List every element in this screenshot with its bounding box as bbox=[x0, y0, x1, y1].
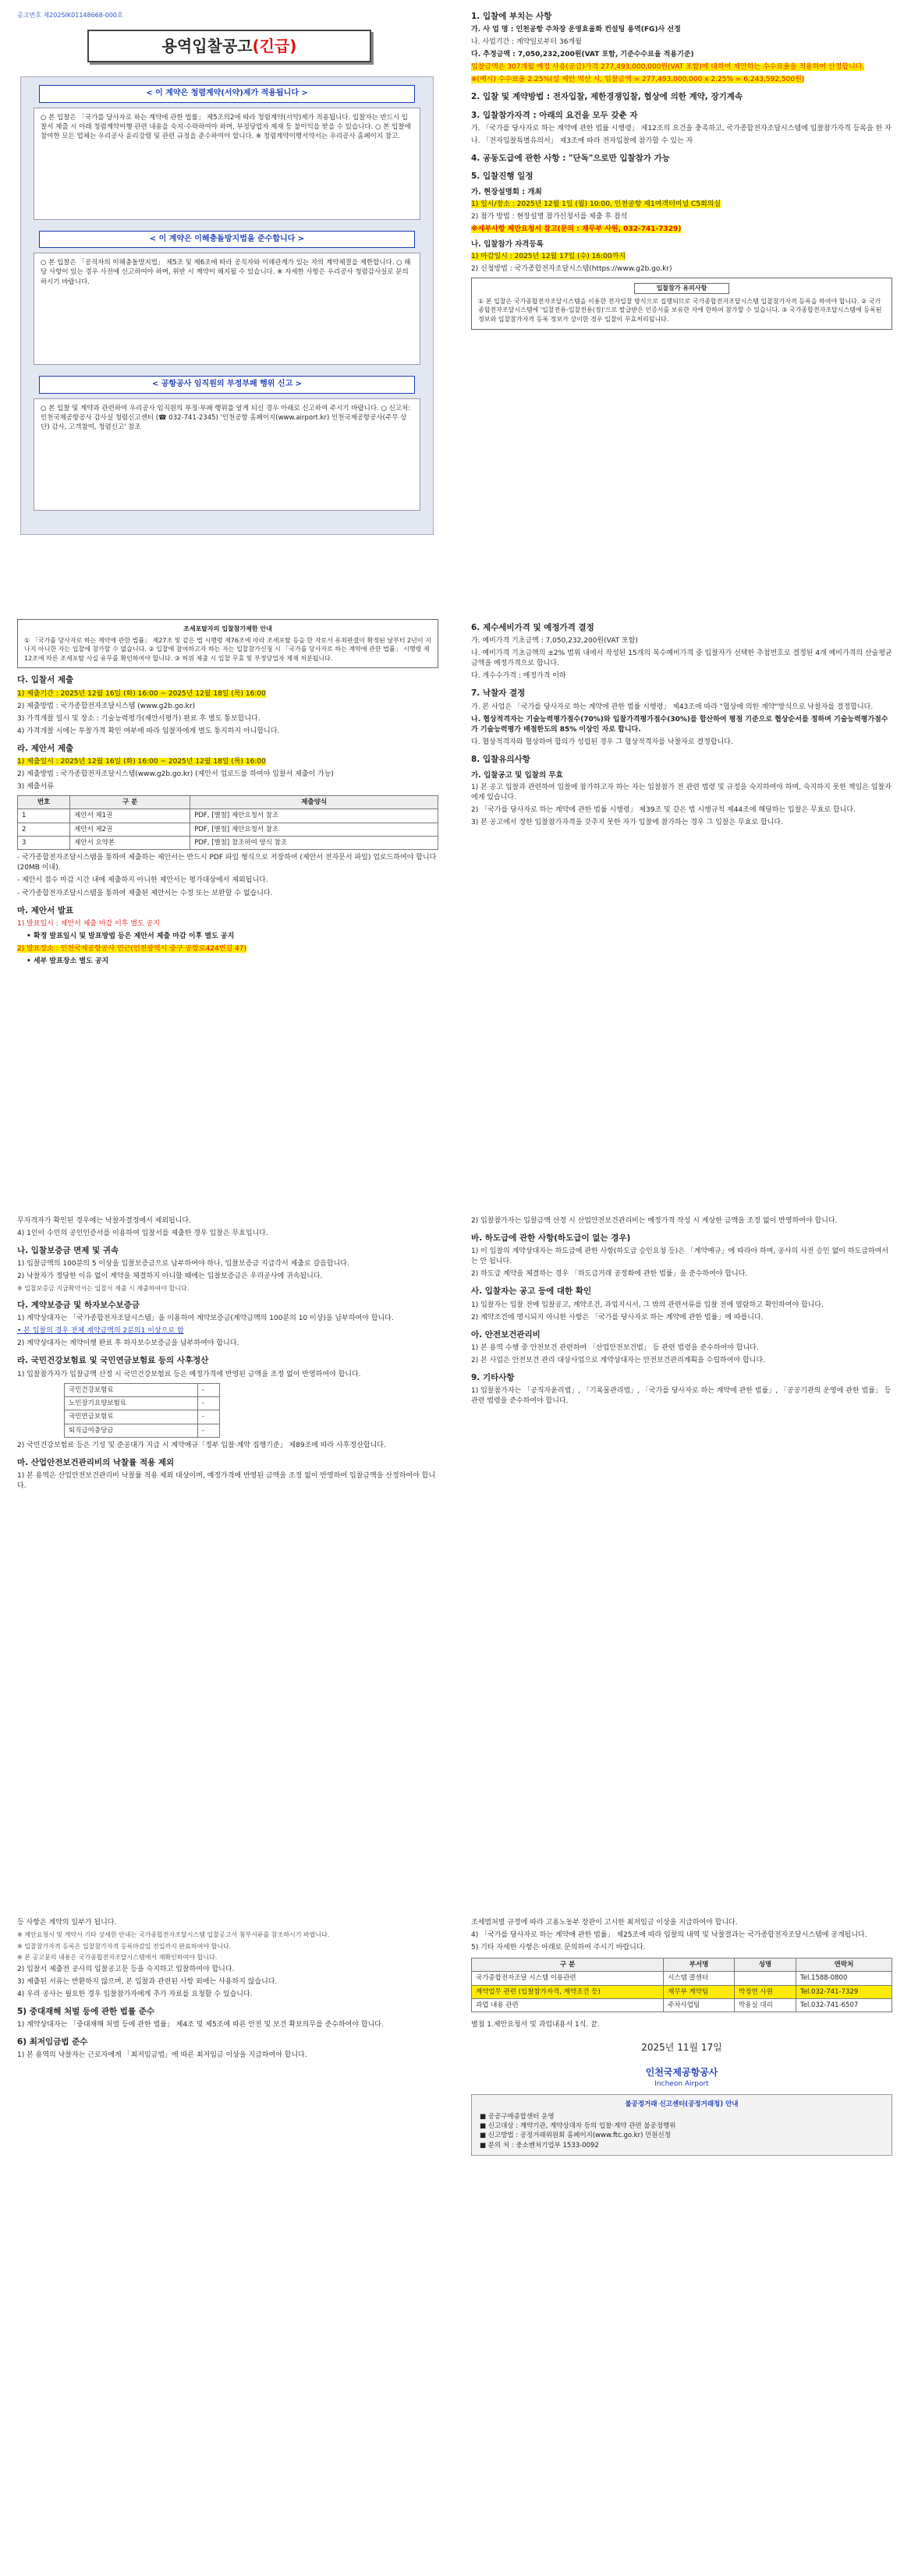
fee-notice: 입찰금액은 307개월 예정 사용(공급)가격 277,493,000,000원(VAT 포함)에 대하여 제안하는 수수료율을 적용하여 산정합니다. bbox=[471, 63, 865, 72]
table-row bbox=[65, 1410, 220, 1424]
paragraph: 2) 계약조건에 명시되지 아니한 사항은 「국가를 당사자로 하는 계약에 관한 법률」에 따릅니다. bbox=[471, 1313, 764, 1322]
section-4-heading: 4. 공동도급에 관한 사항 : "단독"으로만 입찰참가 가능 bbox=[471, 153, 670, 163]
left-column-p2 bbox=[17, 1216, 438, 1494]
contact-table bbox=[471, 1958, 892, 2012]
section-5-heading: 5. 입찰진행 일정 bbox=[471, 172, 533, 182]
table-cell: - bbox=[197, 1424, 219, 1437]
paragraph: ※ 제안요청서 및 계약서 기타 상세한 안내는 국가종합전자조달시스템 입찰공고서 첨부서류를 참조하시기 바랍니다. bbox=[17, 1931, 330, 1939]
registration-method: 2) 신청방법 : 국가종합전자조달시스템(https://www.g2b.go.kr) bbox=[471, 265, 672, 274]
estimated-amount: 다. 추정금액 : 7,050,232,200원(VAT 포함, 기준수수료율 적용기준) bbox=[471, 51, 694, 59]
presentation-heading: 마. 제안서 발표 bbox=[17, 905, 74, 915]
paragraph: ※ 본 공고문의 내용은 국가종합전자조달시스템에서 재확인하여야 합니다. bbox=[17, 1954, 218, 1962]
caution-item: 2) 「국가를 당사자로 하는 계약에 관한 법률 시행령」 제39조 및 같은 법 시행규칙 제44조에 해당하는 입찰은 무효로 합니다. bbox=[471, 805, 856, 814]
table-cell: 제안서 제2권 bbox=[70, 823, 190, 836]
report-heading: < 공항공사 임직원의 부정부패 행위 신고 > bbox=[39, 376, 415, 394]
table-cell: 퇴직급여충당금 bbox=[65, 1424, 198, 1437]
paragraph: 1) 계약상대자는 「중대재해 처벌 등에 관한 법률」 제4조 및 제5조에 따른 안전 및 보건 확보의무를 준수하여야 합니다. bbox=[17, 2021, 384, 2029]
proposal-note-3: - 국가종합전자조달시스템을 통하여 제출된 제안서는 수정 또는 보완할 수 없습니다. bbox=[17, 889, 273, 897]
briefing-contact: ※세부사항 제안요청서 참고(문의 : 재무부 사원, 032-741-7329) bbox=[471, 225, 682, 234]
integrity-body: ○ 본 입찰은 「국가를 당사자로 하는 계약에 관한 법률」 제5조의2에 따라 청렴계약(서약)제가 적용됩니다. 입찰자는 반드시 입찰서 제출 시 아래 청렴계약이행 관련 내용을 숙지·수락하여야 하며, 부정당업자 제재 등 불이익을 받을 수 있습니다. ○ 본 입찰에 참여한 모든 업체는 우리공사 윤리강령 및 관련 규정을 준수하여야 합니다. ※ 청렴계약이행서약서는 우리공사 홈페이지 참고. bbox=[34, 108, 420, 220]
table-row bbox=[65, 1383, 220, 1396]
min-wage-heading: 6) 최저임금법 준수 bbox=[17, 2037, 88, 2047]
eligibility-heading: 조세포탈자의 입찰참가제한 안내 bbox=[183, 625, 272, 632]
insurance-heading: 라. 국민건강보험료 및 국민연금보험료 등의 사후정산 bbox=[17, 1356, 209, 1366]
serious-accident-heading: 5) 중대재해 처벌 등에 관한 법률 준수 bbox=[17, 2006, 155, 2016]
safety-cost-heading: 마. 산업안전보건관리비의 낙찰률 적용 제외 bbox=[17, 1457, 175, 1467]
left-column-p3 bbox=[17, 1918, 438, 2064]
complaint-item: ■ 공공구매종합센터 운영 bbox=[480, 2112, 555, 2121]
paragraph: 5) 기타 자세한 사항은 아래로 문의하여 주시기 바랍니다. bbox=[471, 1944, 646, 1952]
table-row bbox=[65, 1396, 220, 1410]
paragraph: 2) 국민건강보험료 등은 기성 및 준공대가 지급 시 계약예규「정부 입찰·계약 집행기준」 제89조에 따라 사후정산합니다. bbox=[17, 1441, 386, 1449]
insurance-table bbox=[64, 1383, 220, 1438]
section-6-heading: 6. 제수세비가격 및 예정가격 결정 bbox=[471, 623, 594, 632]
urgent-badge: (긴급) bbox=[252, 37, 297, 55]
briefing-heading: 가. 현장설명회 : 개최 bbox=[471, 188, 542, 197]
col-header: 구 분 bbox=[472, 1959, 664, 1972]
table-cell: 과업 내용 관련 bbox=[472, 1999, 664, 2012]
table-row bbox=[18, 809, 438, 823]
paragraph: 1) 본 용역의 낙찰자는 근로자에게 「최저임금법」에 따른 최저임금 이상을 지급하여야 합니다. bbox=[17, 2051, 307, 2060]
registration-heading: 나. 입찰참가 자격등록 bbox=[471, 240, 544, 249]
caution-box bbox=[471, 278, 892, 329]
paragraph: 3) 제출된 서류는 반환하지 않으며, 본 입찰과 관련된 사항 외에는 사용하지 않습니다. bbox=[17, 1977, 278, 1986]
table-cell: Tel.1588-0800 bbox=[796, 1972, 892, 1985]
paragraph: 1) 본 용역은 산업안전보건관리비 낙찰률 적용 제외 대상이며, 예정가격에 반영된 금액을 조정 없이 반영하여 입찰금액을 산정하여야 합니다. bbox=[17, 1472, 436, 1491]
complaint-box bbox=[471, 2094, 892, 2156]
presentation-place-note: • 세부 발표장소 별도 공지 bbox=[27, 957, 109, 965]
bid-bond-heading: 나. 입찰보증금 면제 및 귀속 bbox=[17, 1246, 119, 1256]
paragraph: 1) 입찰자는 입찰 전에 입찰공고, 계약조건, 과업지시서, 그 밖의 관련서류를 입찰 전에 열람하고 확인하여야 합니다. bbox=[471, 1300, 824, 1309]
paragraph: 1) 본 용역 수행 중 안전보건 관련하여 「산업안전보건법」 등 관련 법령을 준수하여야 합니다. bbox=[471, 1343, 759, 1352]
report-body: ○ 본 입찰 및 계약과 관련하여 우리공사 임직원의 부정·부패 행위를 알게 되신 경우 아래로 신고하여 주시기 바랍니다. ○ 신고처: 인천국제공항공사 감사실 청렴신고센터 (☎ 032-741-2345) '인천공항 홈페이지(www.airport.kr) 인천국제공항공사(주무 상단) 감사, 고객참여, 청렴신고' 참조 bbox=[34, 398, 420, 511]
caution-item: 1) 본 공고 입찰과 관련하여 입찰에 참가하고자 하는 자는 입찰참가 전 관련 법령 및 규정을 숙지하여야 하며, 숙지하지 못한 책임은 입찰자에게 있습니다. bbox=[471, 783, 892, 801]
complaint-item: ■ 신고방법 : 공정거래위원회 홈페이지(www.ftc.go.kr) 민원신청 bbox=[480, 2132, 671, 2140]
table-cell: 국가종합전자조달 시스템 이용관련 bbox=[472, 1972, 664, 1985]
presentation-date: 1) 발표일시 : 제안서 제출 마감 이후 별도 공지 bbox=[17, 919, 160, 928]
table-cell bbox=[735, 1972, 796, 1985]
table-cell: 제안서 제1권 bbox=[70, 809, 190, 823]
table-cell: 주차사업팀 bbox=[664, 1999, 735, 2012]
briefing-method: 2) 참가 방법 : 현장설명 참가신청서를 제출 후 참석 bbox=[471, 213, 628, 221]
caution-item: 3) 본 공고에서 정한 입찰참가자격을 갖추지 못한 자가 입찰에 참가하는 경우 그 입찰은 무효로 합니다. bbox=[471, 818, 783, 826]
paragraph: 4) 우리 공사는 필요한 경우 입찰참가자에게 추가 자료를 요청할 수 있습니다. bbox=[17, 1990, 253, 1998]
section-9-heading: 9. 기타사항 bbox=[471, 1373, 515, 1383]
table-row bbox=[18, 823, 438, 836]
paragraph: 무자격자가 확인된 경우에는 낙찰자결정에서 제외됩니다. bbox=[17, 1217, 191, 1225]
project-period: 나. 사업기간 : 계약일로부터 36개월 bbox=[471, 38, 582, 47]
paragraph: 1) 입찰참가자가 입찰금액 산정 시 국민건강보험료 등은 예정가격에 반영된 금액을 조정 없이 반영하여야 합니다. bbox=[17, 1370, 361, 1378]
qualification-b: 나. 「전자입찰특별유의서」 제3조에 따라 전자입찰에 참가할 수 있는 자 bbox=[471, 136, 693, 145]
proposal-submit-heading: 라. 제안서 제출 bbox=[17, 743, 74, 753]
briefing-datetime: 1) 일시/장소 : 2025년 12월 1일 (월) 10:00, 인천공항 제1여객터미널 C5회의실 bbox=[471, 200, 721, 209]
caution-subheading: 가. 입찰공고 및 입찰의 무효 bbox=[471, 771, 563, 780]
table-cell: 시스템 콜센터 bbox=[664, 1972, 735, 1985]
complaint-item: ■ 문의 처 : 중소벤처기업부 1533-0092 bbox=[480, 2141, 599, 2150]
subcontract-heading: 바. 하도급에 관한 사항(하도급이 없는 경우) bbox=[471, 1233, 631, 1244]
presentation-place: 2) 발표장소 : 인천국제공항공사 인근(인천광역시 중구 공항로424번길 47) bbox=[17, 944, 246, 953]
table-cell: 노인장기요양보험료 bbox=[65, 1396, 198, 1410]
ethics-info-panel bbox=[20, 76, 434, 535]
table-cell: Tel.032-741-7329 bbox=[796, 1985, 892, 1998]
attachment-note: 별첨 1.제안요청서 및 과업내용서 1식. 끝. bbox=[471, 2021, 600, 2029]
table-cell: PDF, [별첨] 제안요청서 참조 bbox=[190, 809, 438, 823]
col-header: 성명 bbox=[735, 1959, 796, 1972]
pricing-item: 가. 예비가격 기초금액 : 7,050,232,200원(VAT 포함) bbox=[471, 637, 638, 646]
table-row bbox=[472, 1972, 892, 1985]
award-item: 나. 협상적격자는 기술능력평가점수(70%)와 입찰가격평가점수(30%)를 합산하여 평점 기준으로 협상순서를 정하며 기술능력평가점수가 기술능력평가 배점한도의 85% 이상인 자로 합니다. bbox=[471, 715, 888, 734]
safety-heading: 아. 안전보건관리비 bbox=[471, 1329, 541, 1339]
table-cell: 계약업무 관련 (입찰참가자격, 계약조건 등) bbox=[472, 1985, 664, 1998]
complaint-item: ■ 신고대상 : 계약기관, 계약상대자 등의 입찰·계약 관련 불공정행위 bbox=[480, 2121, 676, 2130]
table-cell: 박용실 대리 bbox=[735, 1999, 796, 2012]
table-cell: Tel.032-741-6507 bbox=[796, 1999, 892, 2012]
notice-number: 공고번호 제2025IK01148668-000호 bbox=[17, 12, 123, 19]
table-cell: - bbox=[197, 1396, 219, 1410]
qualification-a: 가. 「국가를 당사자로 하는 계약에 관한 법률 시행령」 제12조의 요건을 충족하고, 국가종합전자조달시스템에 입찰참가자격 등록을 한 자 bbox=[471, 124, 892, 133]
proposal-note-1: - 국가종합전자조달시스템을 통하여 제출하는 제안서는 반드시 PDF 파일 형식으로 저장하여 (제안서 전자문서 파일) 업로드하여야 합니다(20MB 이내). bbox=[17, 854, 437, 872]
paragraph: 1) 이 입찰의 계약상대자는 하도급에 관한 사항(하도급 승인요청 등)은 「계약예규」에 따라야 하며, 공사의 사전 승인 없이 하도급하여서는 안 됩니다. bbox=[471, 1247, 888, 1266]
section-7-heading: 7. 낙찰자 결정 bbox=[471, 688, 526, 699]
proposal-docs-table bbox=[17, 795, 438, 850]
paragraph: 조세범처벌 규정에 따라 고용노동부 장관이 고시한 최저임금 이상을 지급하여야 합니다. bbox=[471, 1919, 738, 1927]
paragraph: 2) 낙찰자가 정당한 이유 없이 계약을 체결하지 아니할 때에는 입찰보증금은 우리공사에 귀속됩니다. bbox=[17, 1272, 323, 1281]
table-cell: - bbox=[197, 1410, 219, 1424]
conflict-heading: < 이 계약은 이해충돌방지법을 준수합니다 > bbox=[39, 231, 415, 249]
paragraph: 2) 입찰참가자는 입찰금액 산정 시 산업안전보건관리비는 예정가격 작성 시 계상한 금액을 조정 없이 반영하여야 합니다. bbox=[471, 1217, 838, 1225]
paragraph: 1) 입찰참가자는 「공직자윤리법」, 「기록물관리법」, 「국가를 당사자로 하는 계약에 관한 법률」, 「공공기관의 운영에 관한 법률」 등 관련 법령을 준수하여야 합니다. bbox=[471, 1387, 892, 1406]
bid-submit-period: 1) 제출기간 : 2025년 12월 16일 (화) 16:00 ~ 2025년 12월 18일 (목) 16:00 bbox=[17, 689, 266, 698]
paragraph: 2) 계약상대자는 계약이행 완료 후 하자보수보증금을 납부하여야 합니다. bbox=[17, 1339, 239, 1348]
registration-deadline: 1) 마감일시 : 2025년 12월 17일 (수) 16:00까지 bbox=[471, 253, 626, 261]
award-item: 가. 본 사업은 「국가를 당사자로 하는 계약에 관한 법률 시행령」 제43조에 따라 "협상에 의한 계약"방식으로 낙찰자를 결정합니다. bbox=[471, 702, 874, 711]
table-cell: PDF, [별첨] 참조하여 양식 참조 bbox=[190, 837, 438, 850]
page-title: 용역입찰공고(긴급) bbox=[87, 30, 371, 62]
table-cell: 2 bbox=[18, 823, 70, 836]
col-header: 부서명 bbox=[664, 1959, 735, 1972]
section-1-heading: 1. 입찰에 부치는 사항 bbox=[471, 12, 552, 21]
section-2-heading: 2. 입찰 및 계약방법 : 전자입찰, 제한경쟁입찰, 협상에 의한 계약, 장기계속 bbox=[471, 92, 743, 102]
bid-open-time: 3) 가격개찰 일시 및 장소 : 기술능력평가(제안서평가) 완료 후 별도 통보합니다. bbox=[17, 714, 261, 723]
table-cell: 재무부 계약팀 bbox=[664, 1985, 735, 1998]
col-header: 구 분 bbox=[70, 796, 190, 809]
left-column-p1-lower bbox=[17, 616, 438, 969]
table-row bbox=[65, 1424, 220, 1437]
table-cell: 제안서 요약본 bbox=[70, 837, 190, 850]
section-8-heading: 8. 입찰유의사항 bbox=[471, 754, 530, 764]
paragraph: 2) 본 사업은 안전보건 관리 대상사업으로 계약상대자는 안전보건관리계획을 수립하여야 합니다. bbox=[471, 1356, 765, 1364]
award-item: 다. 협상적격자와 협상하여 합의가 성립된 경우 그 협상적격자를 낙찰자로 결정합니다. bbox=[471, 738, 733, 746]
paragraph: 1) 입찰금액의 100분의 5 이상을 입찰보증금으로 납부하여야 하나, 입찰보증금 지급각서 제출로 갈음합니다. bbox=[17, 1260, 349, 1269]
paragraph: 2) 하도급 계약을 체결하는 경우 「하도급거래 공정화에 관한 법률」을 준수하여야 합니다. bbox=[471, 1270, 748, 1279]
complaint-heading: 불공정거래 신고센터(공정거래청) 안내 bbox=[625, 2100, 739, 2109]
notice-date: 2025년 11월 17일 bbox=[641, 2042, 722, 2054]
confirm-heading: 사. 입찰자는 공고 등에 대한 확인 bbox=[471, 1286, 592, 1297]
paragraph: 2) 입찰서 제출전 공사의 입찰공고문 등을 숙지하고 입찰하여야 합니다. bbox=[17, 1965, 235, 1973]
proposal-note-2: - 제안서 접수 마감 시간 내에 제출하지 아니한 제안서는 평가대상에서 제외됩니다. bbox=[17, 876, 268, 885]
paragraph: ※ 입찰참가자격 등록은 입찰참가자격 등록마감일 전일까지 완료하여야 합니다. bbox=[17, 1942, 232, 1950]
right-column-p2 bbox=[471, 1216, 892, 1409]
org-name-en: Incheon Airport bbox=[654, 2080, 709, 2089]
proposal-submit-method: 2) 제출방법 : 국가종합전자조달시스템(www.g2b.go.kr) (제안서 업로드를 하여야 입찰서 제출이 가능) bbox=[17, 770, 334, 779]
caution-heading: 입찰참가 유의사항 bbox=[634, 283, 729, 294]
table-row bbox=[472, 1999, 892, 2012]
paragraph: 1) 계약상대자는 「국가종합전자조달시스템」을 이용하여 계약보증금(계약금액의 100분의 10 이상)을 납부하여야 합니다. bbox=[17, 1315, 394, 1323]
conflict-body: ○ 본 입찰은 「공직자의 이해충돌방지법」 제5조 및 제6조에 따라 공직자와 이해관계가 있는 자의 계약체결을 제한합니다. ○ 해당 사항이 있는 경우 사전에 신고하여야 하며, 위반 시 계약이 해지될 수 있습니다. ※ 자세한 사항은 우리공사 청렴감사실로 문의하시기 바랍니다. bbox=[34, 253, 420, 365]
table-cell: 3 bbox=[18, 837, 70, 850]
table-row bbox=[472, 1985, 892, 1998]
bid-open-note: 4) 가격개찰 시에는 투찰가격 확인 여부에 따라 입찰자에게 별도 통지하지 아니합니다. bbox=[17, 727, 280, 735]
section-3-heading: 3. 입찰참가자격 : 아래의 요건을 모두 갖춘 자 bbox=[471, 110, 638, 120]
eligibility-box bbox=[17, 619, 438, 668]
col-header: 제출양식 bbox=[190, 796, 438, 809]
paragraph: 등 사항은 계약의 일부가 됩니다. bbox=[17, 1919, 117, 1927]
paragraph: 4) 「국가를 당사자로 하는 계약에 관한 법률」 제25조에 따라 입찰의 내역 및 낙찰결과는 국가종합전자조달시스템에 공개됩니다. bbox=[471, 1931, 867, 1940]
pricing-item: 나. 예비가격 기초금액의 ±2% 범위 내에서 작성된 15개의 복수예비가격 중 입찰자가 선택한 추첨번호로 결정된 4개 예비가격의 산술평균 금액을 예정가격으로 합니다. bbox=[471, 649, 892, 668]
bid-submit-method: 2) 제출방법 : 국가종합전자조달시스템 (www.g2b.go.kr) bbox=[17, 702, 196, 710]
right-column-p3 bbox=[471, 1918, 892, 2156]
table-cell: 국민건강보험료 bbox=[65, 1383, 198, 1396]
proposal-docs-label: 3) 제출서류 bbox=[17, 783, 54, 791]
pricing-item: 다. 개수수가격 : 예정가격 이하 bbox=[471, 672, 566, 681]
paragraph: 4) 1인이 수인의 공인인증서를 이용하여 입찰서를 제출한 경우 입찰은 무효입니다. bbox=[17, 1230, 268, 1238]
paragraph: ※ 입찰보증금 지급확약서는 입찰서 제출 시 제출하여야 합니다. bbox=[17, 1285, 190, 1293]
table-cell: 국민연금보험료 bbox=[65, 1410, 198, 1424]
fee-example: ※(예시) 수수료율 2.25%(설 제안 역산 시, 입찰금액 = 277,493,000,000 x 2.25% = 6,243,592,500원) bbox=[471, 76, 805, 84]
table-cell: PDF, [별첨] 제안요청서 참조 bbox=[190, 823, 438, 836]
proposal-submit-period: 1) 제출일시 : 2025년 12월 16일 (화) 16:00 ~ 2025년 12월 18일 (목) 16:00 bbox=[17, 758, 266, 766]
presentation-note: • 확정 발표일시 및 발표방법 등은 제안서 제출 마감 이후 별도 공지 bbox=[27, 932, 235, 940]
col-header: 번호 bbox=[18, 796, 70, 809]
col-header: 연락처 bbox=[796, 1959, 892, 1972]
table-cell: 1 bbox=[18, 809, 70, 823]
right-column-p1-lower bbox=[471, 616, 892, 830]
table-cell: 박정연 사원 bbox=[735, 1985, 796, 1998]
caution-body: ① 본 입찰은 국가종합전자조달시스템을 이용한 전자입찰 방식으로 집행되므로 국가종합전자조달시스템 입찰참가자격 등록을 하여야 합니다. ② 국가종합전자조달시스템에 '입찰전용-입찰전용(정)'으로 발급받은 인증서를 보유한 자에 한하여 참가할 수 있습니다. ③ 국가종합전자조달시스템에 등록된 정보와 입찰참가자격 등록 정보가 상이한 경우 입찰이 무효처리됩니다. bbox=[478, 297, 882, 323]
project-name: 가. 사 업 명 : 인천공항 주차장 운영효율화 컨설팅 용역(FG)사 선정 bbox=[471, 26, 681, 34]
org-logo bbox=[471, 2066, 892, 2089]
right-column-p1 bbox=[471, 11, 892, 333]
table-cell: - bbox=[197, 1383, 219, 1396]
table-row bbox=[18, 837, 438, 850]
integrity-heading: < 이 계약은 청렴계약(서약)제가 적용됩니다 > bbox=[39, 85, 415, 103]
org-name: 인천국제공항공사 bbox=[645, 2066, 718, 2078]
paragraph: • 본 입찰의 경우 전체 계약금액의 2분의1 이상으로 함 bbox=[17, 1327, 184, 1336]
contract-bond-heading: 다. 계약보증금 및 하자보수보증금 bbox=[17, 1300, 140, 1310]
bid-submit-heading: 다. 입찰서 제출 bbox=[17, 675, 74, 685]
eligibility-body: ① 「국가를 당사자로 하는 계약에 관한 법률」 제27조 및 같은 법 시행령 제76조에 따라 조세포탈 등을 한 자로서 유죄판결이 확정된 날부터 2년이 지나지 아니한 자는 입찰에 참가할 수 없습니다. ② 입찰에 참여하고자 하는 자는 입찰참가신청 시 「국가를 당사자로 하는 계약에 관한 법률」 시행령 제12조에 따른 조세포탈 사실 유무를 확인하여야 합니다. ③ 허위 제출 시 입찰 무효 및 부정당업자 제재 처분됩니다. bbox=[24, 636, 431, 662]
